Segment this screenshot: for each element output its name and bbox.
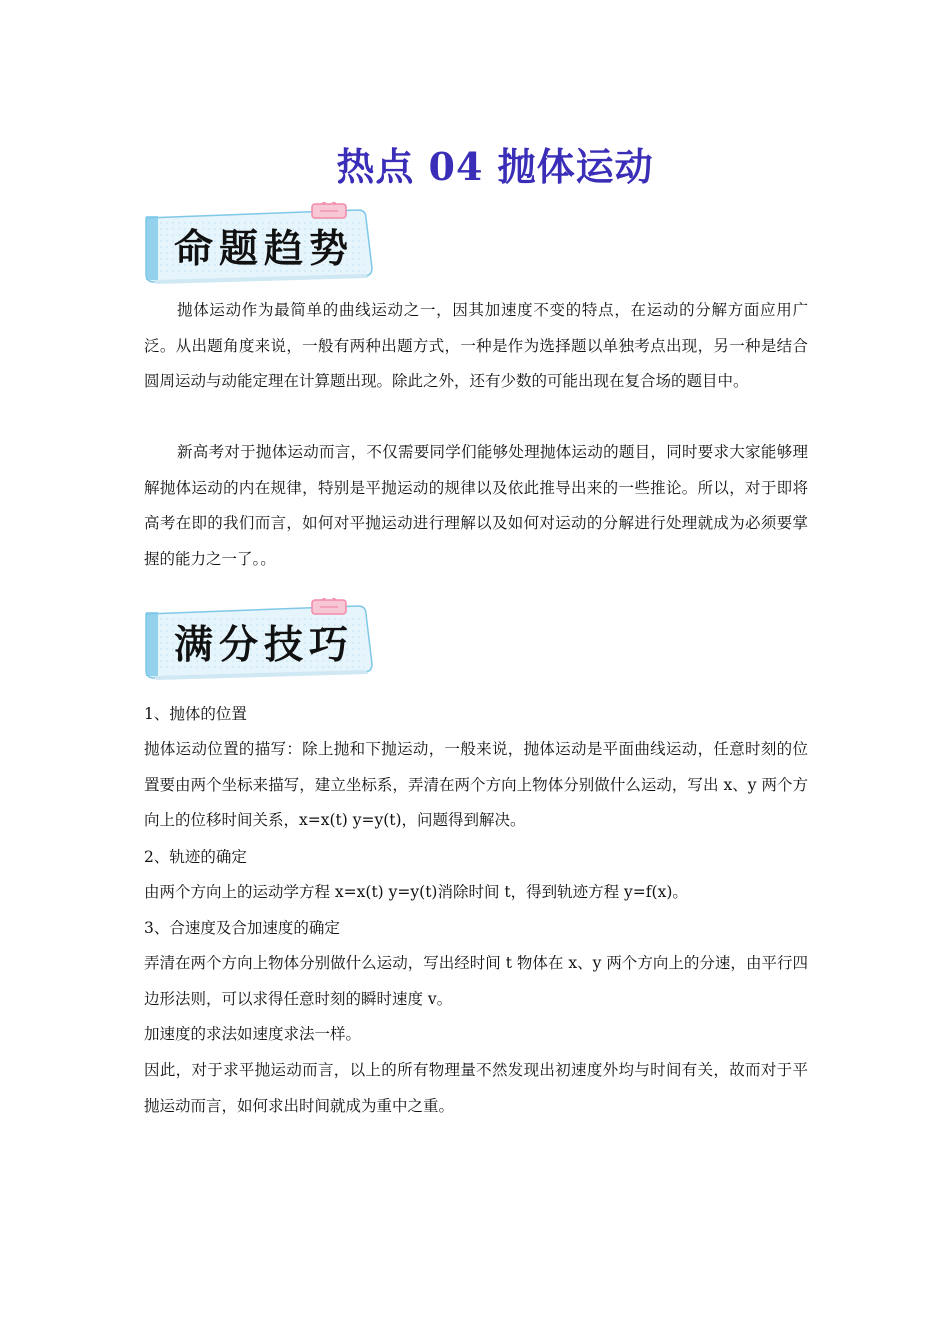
section-heading-skills: 满分技巧 — [174, 623, 355, 668]
skill-item-1-title: 1、抛体的位置 — [144, 705, 247, 723]
skill-item-2-title: 2、轨迹的确定 — [144, 848, 247, 866]
paper-clip-icon — [312, 598, 346, 614]
skill-item-2-body: 由两个方向上的运动学方程 x=x(t) y=y(t)消除时间 t，得到轨迹方程 y=f(x)。 — [144, 883, 688, 901]
skills-conclusion: 因此，对于求平抛运动而言，以上的所有物理量不然发现出初速度外均与时间有关，故而对于平抛运动而言，如何求出时间就成为重中之重。 — [144, 1061, 808, 1115]
section-banner-trend — [140, 202, 380, 284]
document-title: 热点 04 抛体运动 — [336, 144, 654, 189]
paper-clip-icon — [312, 202, 346, 218]
skill-item-1-body: 抛体运动位置的描写：除上抛和下抛运动，一般来说，抛体运动是平面曲线运动，任意时刻的位置要由两个坐标来描写，建立坐标系，弄清在两个方向上物体分别做什么运动，写出 x、y 两个方向上的位移时间关系，x=x(t) y=y(t)，问题得到解决。 — [144, 740, 808, 829]
trend-paragraph-1: 抛体运动作为最简单的曲线运动之一，因其加速度不变的特点，在运动的分解方面应用广泛。从出题角度来说，一般有两种出题方式，一种是作为选择题以单独考点出现，另一种是结合圆周运动与动能定理在计算题出现。除此之外，还有少数的可能出现在复合场的题目中。 — [144, 301, 808, 390]
trend-paragraph-2: 新高考对于抛体运动而言，不仅需要同学们能够处理抛体运动的题目，同时要求大家能够理解抛体运动的内在规律，特别是平抛运动的规律以及依此推导出来的一些推论。所以，对于即将高考在即的我们而言，如何对平抛运动进行理解以及如何对运动的分解进行处理就成为必须要掌握的能力之一了。。 — [144, 443, 808, 568]
section-banner-skills — [140, 598, 380, 680]
skill-item-3-body: 弄清在两个方向上物体分别做什么运动，写出经时间 t 物体在 x、y 两个方向上的分速，由平行四边形法则，可以求得任意时刻的瞬时速度 v。 — [144, 954, 808, 1008]
section-heading-trend: 命题趋势 — [174, 227, 355, 272]
skill-item-3-note: 加速度的求法如速度求法一样。 — [144, 1025, 362, 1043]
skill-item-3-title: 3、合速度及合加速度的确定 — [144, 919, 340, 937]
